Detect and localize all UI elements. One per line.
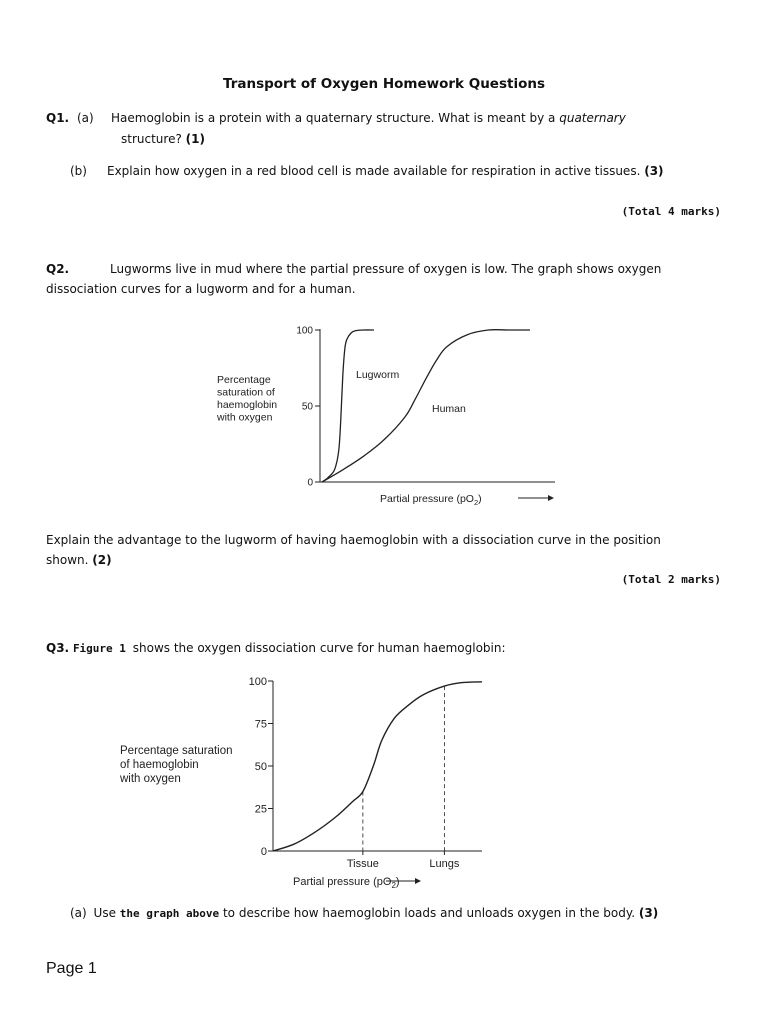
c2-ylabel-line: with oxygen	[120, 773, 181, 785]
q3-a-text-2: to describe how haemoglobin loads and unloads oxygen in the body.	[222, 906, 636, 920]
c2-series-line	[273, 682, 482, 851]
c2-ytick-label: 75	[254, 718, 267, 731]
q2-text-1: Lugworms live in mud where the partial pressure of oxygen is low. The graph shows oxygen	[110, 262, 662, 276]
q1-a-text-2: structure?	[121, 132, 182, 146]
c1-series-label-lugworm: Lugworm	[356, 369, 400, 381]
q3-text: shows the oxygen dissociation curve for human haemoglobin:	[132, 641, 506, 655]
q2-text-2: dissociation curves for a lugworm and for a human.	[46, 282, 356, 296]
c1-ylabel	[216, 374, 277, 424]
c1-ytick-label: 100	[296, 325, 313, 337]
c2-ytick-label: 0	[260, 846, 267, 858]
c2-ytick-label: 50	[254, 761, 267, 773]
c1-xlabel-arrowhead	[548, 495, 554, 501]
c2-ylabel	[119, 745, 233, 785]
q1-a-text	[111, 111, 626, 125]
c2-markers	[347, 686, 460, 870]
q2-marks: (2)	[92, 553, 112, 567]
c1-series	[322, 330, 530, 482]
c1-xlabel: Partial pressure $(pO_2)$	[380, 493, 482, 507]
q1-a-text-1: Haemoglobin is a protein with a quaternary structure. What is meant by a	[111, 111, 556, 125]
q1-b-label: (b)	[70, 164, 87, 178]
q1-b-text-line	[107, 164, 664, 178]
c2-xlabel-arrowhead	[415, 878, 421, 884]
q3-a-label: (a)	[70, 906, 87, 920]
q3-a-bold: the graph above	[119, 907, 220, 920]
q2-label: Q2.	[46, 262, 70, 276]
oxygen-dissociation-chart	[110, 668, 510, 898]
c1-ylabel-line: with oxygen	[217, 411, 273, 424]
c2-ylabel-line: Percentage saturation	[120, 745, 233, 757]
q3-a-line	[70, 906, 658, 920]
c1-ylabel-line: saturation of	[217, 386, 275, 399]
c1-series-line-lugworm	[322, 330, 374, 482]
page-title: Transport of Oxygen Homework Questions	[222, 76, 545, 92]
q2-total: (Total 2 marks)	[621, 573, 721, 586]
q1-total: (Total 4 marks)	[621, 205, 721, 218]
q3-figure: Figure 1	[72, 642, 126, 655]
q2-question-2: shown.	[46, 553, 89, 567]
q3-intro	[46, 641, 506, 655]
page-number: Page 1	[46, 960, 97, 977]
q1-a-italic: quaternary	[559, 111, 626, 125]
q3-a-marks: (3)	[638, 906, 659, 920]
c2-ytick-label: 100	[248, 676, 267, 688]
c2-ticks	[249, 676, 273, 858]
q3-a-text-1: Use	[93, 906, 116, 920]
q1-line-a	[46, 111, 94, 125]
c2-marker-label-lungs: Lungs	[429, 858, 460, 870]
c1-ticks	[296, 326, 320, 489]
c1-ylabel-line: Percentage	[217, 374, 271, 386]
c2-ytick-label: 25	[254, 803, 267, 816]
q1-a-label: (a)	[76, 111, 94, 125]
q3-label: Q3.	[46, 641, 70, 655]
c2-marker-label-tissue: Tissue	[346, 858, 379, 870]
q1-a-text-cont	[121, 132, 205, 146]
lugworm-human-chart	[200, 315, 570, 515]
c1-series-line-human	[322, 330, 530, 482]
c1-ylabel-line: haemoglobin	[217, 399, 278, 411]
c2-ylabel-line: of haemoglobin	[120, 759, 199, 771]
c1-ytick-label: 50	[301, 401, 313, 413]
c1-ytick-label: 0	[307, 477, 313, 489]
c1-series-label-human: Human	[432, 403, 466, 415]
q2-question-line-2	[46, 553, 112, 567]
q1-a-marks: (1)	[185, 132, 205, 146]
q1-b-marks: (3)	[644, 164, 664, 178]
q1-b-text: Explain how oxygen in a red blood cell is made available for respiration in active tissues.	[107, 164, 641, 178]
c2-series	[273, 682, 482, 851]
q1-label: Q1.	[46, 111, 70, 125]
q2-question-1: Explain the advantage to the lugworm of having haemoglobin with a dissociation curve in the position	[46, 533, 661, 547]
c2-xlabel: Partial pressure $(pO_2)$	[293, 876, 400, 890]
